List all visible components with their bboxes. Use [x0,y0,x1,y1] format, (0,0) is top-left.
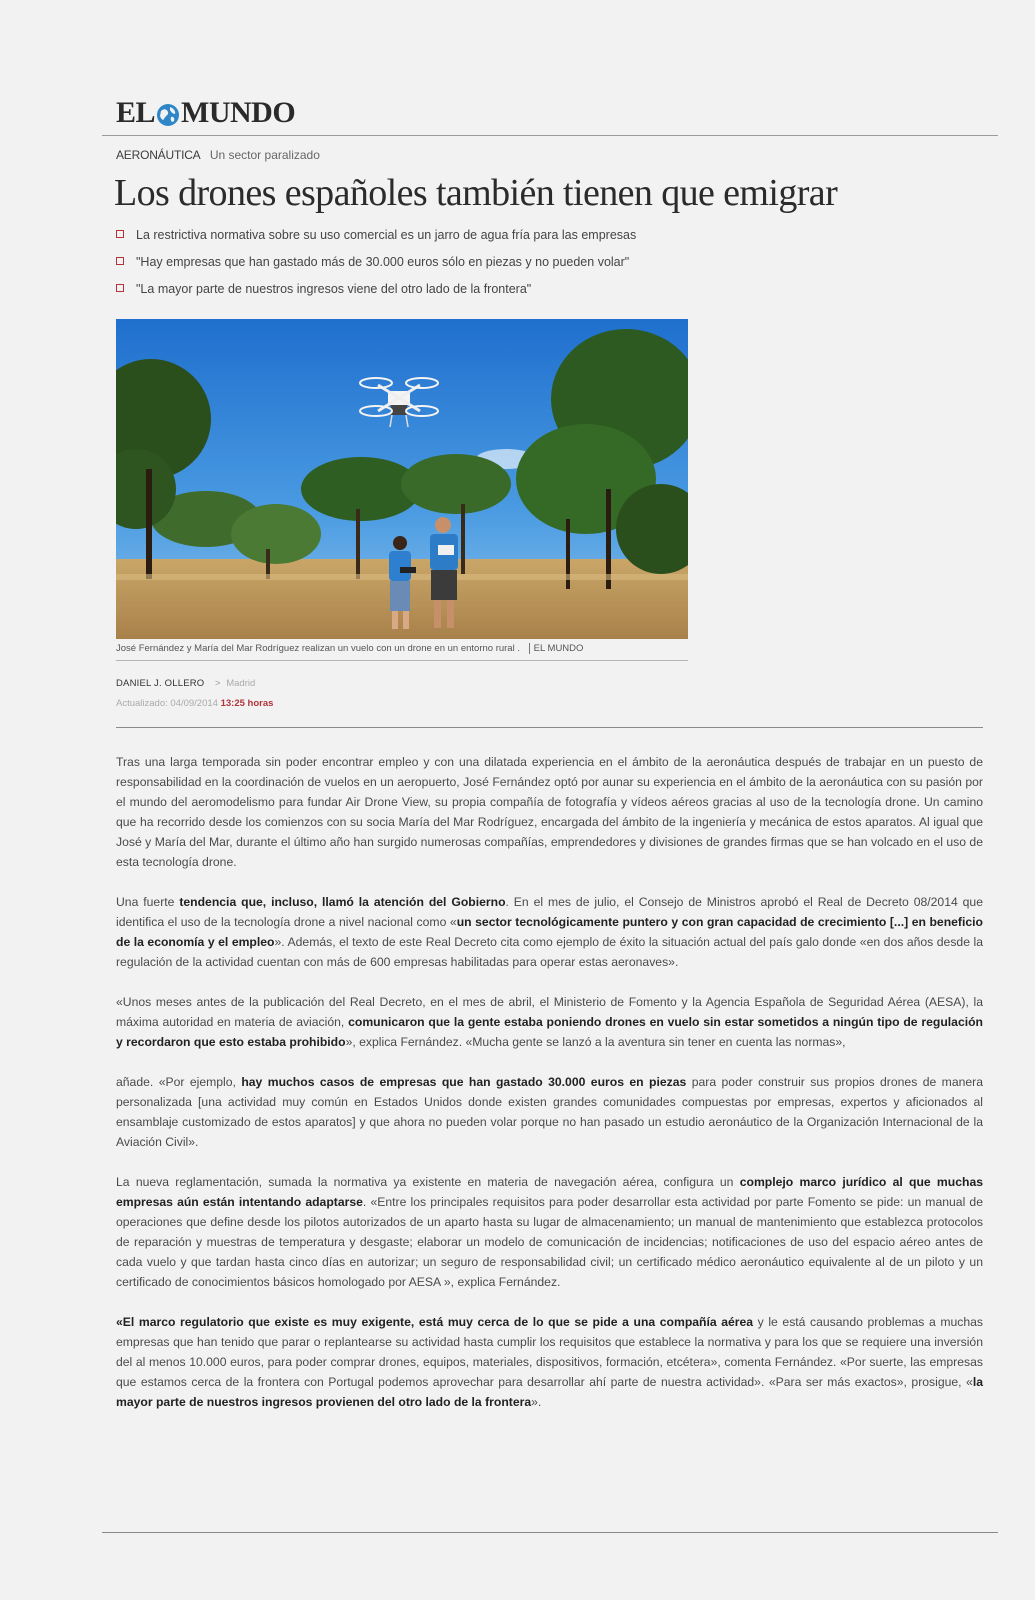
byline-divider [116,727,983,728]
summary-text: "Hay empresas que han gastado más de 30.000 euros sólo en piezas y no pueden volar" [136,255,630,269]
caption-divider [116,660,688,661]
square-bullet-icon [116,284,124,292]
body-paragraph [116,1172,983,1292]
chevron-right-icon: > [215,678,221,689]
body-text: . «Entre los principales requisitos para poder desarrollar esta actividad por parte Fomento se pide: un manual de operaciones que define desde los pilotos autorizados de un aparto hasta su lugar de almacenamiento; un manual de mantenimiento que establezca protocolos de reparación y muestras de temperatura y desgaste; elaborar un modelo de comunicación de incidencias; notificaciones de uso del espacio aéreo antes de cada vuelo y que tardan hasta cinco días en autorizar; un seguro de responsabilidad civil; un certificado médico aeronáutico equivalente al de un piloto y un certificado de conocimientos básicos homologado por AESA », explica Fernández. [116,1195,983,1289]
body-text: ». Además, el texto de este Real Decreto cita como ejemplo de éxito la situación actual del país galo donde «en dos años desde la regulación de la actividad cuentan con más de 600 empresas habilitadas para operar estas aeronaves». [116,935,983,969]
body-text: ». [531,1395,542,1409]
body-paragraph [116,1312,983,1412]
body-text: añade. «Por ejemplo, [116,1075,242,1089]
body-highlight: complejo marco jurídico al que muchas empresas aún están intentando adaptarse [116,1175,983,1209]
body-highlight: comunicaron que la gente estaba poniendo drones en vuelo sin estar sometidos a ningún tipo de regulación y recordaron que esto estaba prohibido [116,1015,984,1049]
article-body [116,752,983,1432]
author-name[interactable]: DANIEL J. OLLERO [116,678,205,689]
article-headline: Los drones españoles también tienen que emigrar [114,172,838,214]
body-text: Una fuerte [116,895,180,909]
body-paragraph [116,1072,983,1152]
body-text: », explica Fernández. «Mucha gente se lanzó a la aventura sin tener en cuenta las normas», [345,1035,846,1049]
updated-label: Actualizado: 04/09/2014 [116,698,218,709]
article-photo [116,319,688,639]
subsection-label: Un sector paralizado [209,148,320,162]
section-label[interactable]: AERONÁUTICA [116,148,201,162]
top-divider [102,135,998,136]
summary-item [116,225,636,252]
masthead-logo[interactable] [116,96,295,130]
logo-text-right: MUNDO [181,96,296,129]
updated-time: 13:25 horas [220,698,274,709]
body-text: La nueva reglamentación, sumada la normativa ya existente en materia de navegación aérea, configura un [116,1175,740,1189]
body-text: «Unos meses antes de la publicación del Real Decreto, en el mes de abril, el Ministerio de Fomento y la Agencia Española de Seguridad Aérea (AESA), la máxima autoridad en materia de aviación, [116,995,983,1029]
body-paragraph [116,752,983,872]
body-paragraph [116,892,983,972]
photo-caption [116,643,583,654]
dateline-location: Madrid [226,678,256,689]
summary-text: La restrictiva normativa sobre su uso comercial es un jarro de agua fría para las empresas [136,228,637,242]
body-highlight: la mayor parte de nuestros ingresos provienen del otro lado de la frontera [116,1375,983,1409]
body-paragraph [116,992,983,1052]
photo-credit: EL MUNDO [529,643,584,654]
globe-icon [156,103,180,127]
body-text: y le está causando problemas a muchas empresas que han tenido que parar o replantearse su actividad hasta cumplir los requisitos que establece la normativa y para los que se requiere una inversión del al menos 10.000 euros, para poder comprar drones, equipos, materiales, dispositivos, formación, etcétera», comenta Fernández. «Por suerte, las empresas que estamos cerca de la frontera con Portugal podemos aprovechar para desarrollar ahí parte de nuestra actividad». «Para ser más exactos», prosigue, « [116,1315,983,1389]
body-highlight: «El marco regulatorio que existe es muy exigente, está muy cerca de lo que se pide a una compañía aérea [116,1315,754,1329]
updated-timestamp [116,698,273,709]
logo-text-left: EL [116,96,156,129]
square-bullet-icon [116,230,124,238]
body-text: para poder construir sus propios drones de manera personalizada [una actividad muy común en Estados Unidos donde existen grandes comunidades compuestas por empresas, expertos y aficionados al ensamblaje customizado de estos aparatos] y que ahora no pueden volar porque no han pasado un estudio aeronáutico de la Organización Internacional de la Aviación Civil». [116,1075,983,1149]
summary-item [116,252,636,279]
summary-text: "La mayor parte de nuestros ingresos viene del otro lado de la frontera" [136,282,532,296]
body-highlight: tendencia que, incluso, llamó la atención del Gobierno [179,895,506,909]
kicker [116,148,320,162]
byline [116,678,255,689]
summary-list [116,225,636,306]
summary-item [116,279,636,306]
body-highlight: hay muchos casos de empresas que han gastado 30.000 euros en piezas [241,1075,687,1089]
square-bullet-icon [116,257,124,265]
body-highlight: un sector tecnológicamente puntero y con gran capacidad de crecimiento [...] en beneficio de la economía y el empleo [116,915,983,949]
body-text: . En el mes de julio, el Consejo de Ministros aprobó el Real de Decreto 08/2014 que identifica el uso de la tecnología drone a nivel nacional como « [116,895,983,929]
body-text: Tras una larga temporada sin poder encontrar empleo y con una dilatada experiencia en el ámbito de la aeronáutica después de trabajar en un puesto de responsabilidad en la coordinación de vuelos en un aeropuerto, José Fernández optó por aunar su experiencia en el ámbito de la aeronáutica con su pasión por el mundo del aeromodelismo para fundar Air Drone View, su propia compañía de fotografía y vídeos aéreos gracias al uso de la tecnología drone. Un camino que ha recorrido desde los comienzos con su socia María del Mar Rodríguez, encargada del ámbito de la ingeniería y mecánica de estos aparatos. Al igual que José y María del Mar, durante el último año han surgido numerosas compañías, emprendedores y divisiones de grandes firmas que se han volcado en el uso de esta tecnología drone. [116,755,983,869]
bottom-divider [102,1532,998,1533]
caption-text: José Fernández y María del Mar Rodríguez realizan un vuelo con un drone en un entorno rural . [116,643,520,654]
